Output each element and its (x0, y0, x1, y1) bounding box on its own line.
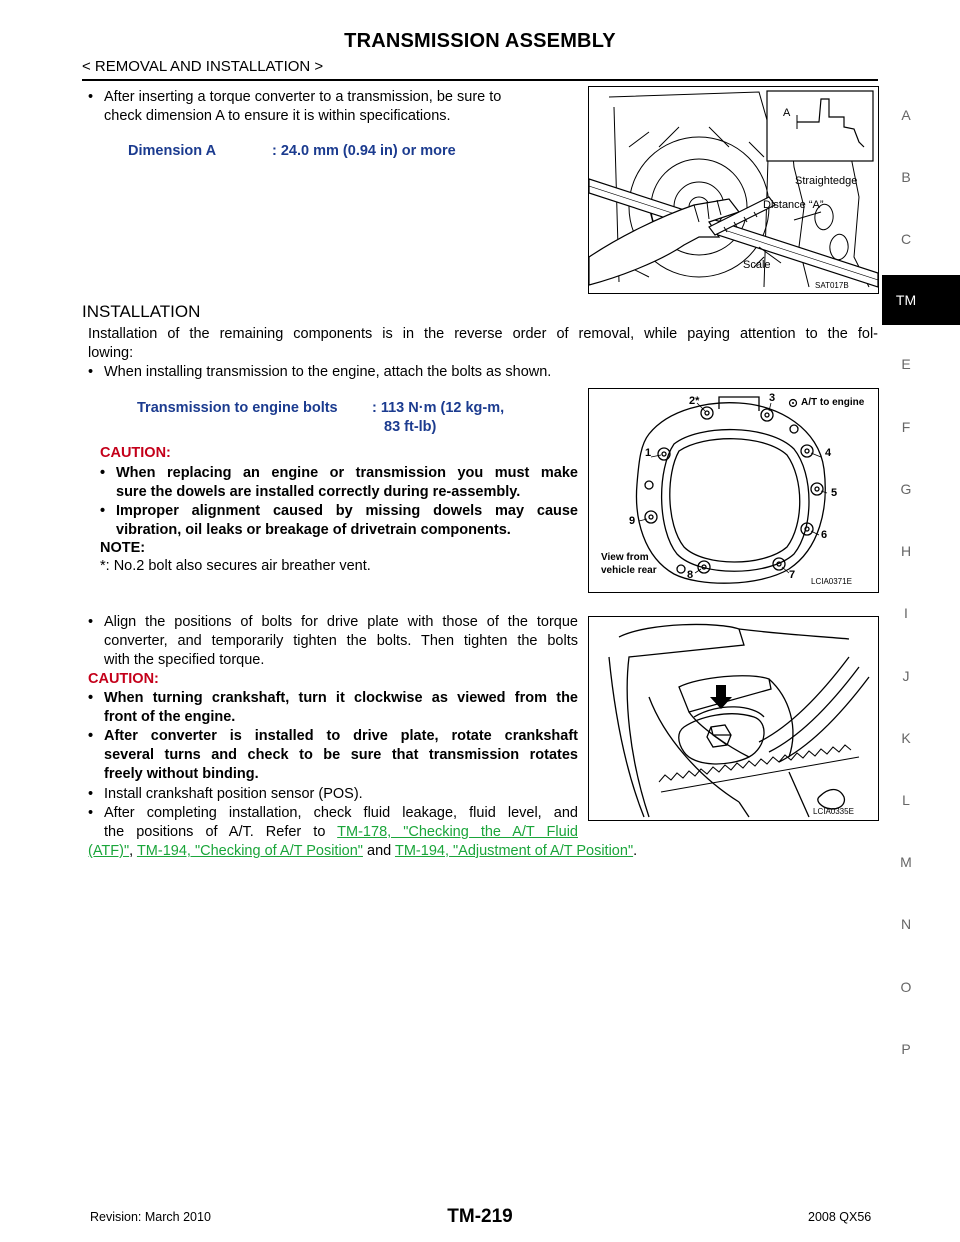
link-checking-atf-part2[interactable]: (ATF)" (88, 843, 130, 859)
bullet-marker: • (100, 503, 106, 519)
side-index-o[interactable]: O (900, 979, 912, 995)
drive-plate-line2: converter, and temporarily tighten the bolts. Then tighten the bolts (104, 633, 578, 649)
installation-heading: INSTALLATION (82, 302, 201, 321)
caution2-line2: vibration, oil leaks or breakage of drivetrain components. (116, 522, 511, 538)
drive-plate-line1: Align the positions of bolts for drive plate with those of the torque (104, 614, 578, 630)
caution1-item (100, 464, 578, 502)
page-title: TRANSMISSION ASSEMBLY (344, 30, 616, 52)
bullet-marker: • (88, 690, 94, 706)
figure1-label-scale: Scale (743, 259, 771, 271)
side-index-l[interactable]: L (902, 792, 910, 808)
caution3-line1: When turning crankshaft, turn it clockwise as viewed from the (104, 690, 578, 706)
figure-dimension-a (588, 86, 879, 294)
figure2-view-line1: View from (601, 552, 649, 563)
caution1-line2: sure the dowels are installed correctly during re-assembly. (116, 484, 521, 500)
side-index-h[interactable]: H (900, 543, 912, 559)
bolt-5-label: 5 (831, 487, 838, 499)
dimension-check-line2: check dimension A to ensure it is within specifications. (104, 108, 451, 124)
figure-drive-plate (588, 616, 879, 821)
caution1-line1: When replacing an engine or transmission you must make (116, 465, 578, 481)
caution3-line2: front of the engine. (104, 709, 236, 725)
bolt-1-label: 1 (645, 447, 652, 459)
caution-heading-1: CAUTION: (100, 445, 171, 461)
bolt-6-label: 6 (821, 529, 828, 541)
caution4-line1: After converter is installed to drive plate, rotate crankshaft (104, 728, 578, 744)
caution3-item (88, 689, 578, 727)
link-checking-at-position[interactable]: TM-194, "Checking of A/T Position" (136, 843, 363, 859)
bullet-marker: • (88, 614, 94, 630)
dimension-check-line1: After inserting a torque converter to a transmission, be sure to (104, 89, 502, 105)
completion-line3 (88, 842, 868, 861)
figure1-label-straightedge: Straightedge (795, 175, 858, 187)
side-index-i[interactable]: I (904, 605, 908, 621)
caution2-item (100, 502, 578, 540)
side-index-k[interactable]: K (901, 730, 911, 746)
side-index-b[interactable]: B (901, 169, 911, 185)
side-index-f[interactable]: F (901, 419, 911, 435)
bolt-2-label: 2* (689, 395, 700, 407)
section-label: < REMOVAL AND INSTALLATION > (82, 58, 324, 75)
revision-date: Revision: March 2010 (90, 1210, 211, 1224)
bolts-spec-value-line2: 83 ft-lb) (384, 419, 437, 435)
side-index-c[interactable]: C (900, 231, 912, 247)
figure1-label-distance: Distance “A” (763, 199, 824, 211)
bolt-4-label: 4 (825, 447, 832, 459)
side-index-j[interactable]: J (902, 668, 910, 684)
installation-intro-line2: lowing: (88, 345, 134, 361)
side-index-g[interactable]: G (900, 481, 912, 497)
side-index-a[interactable]: A (901, 107, 911, 123)
bullet-marker: • (88, 364, 94, 380)
caution4-line3: freely without binding. (104, 766, 259, 782)
bolt-3-label: 3 (769, 392, 776, 404)
side-index-tm-active[interactable]: TM (882, 275, 960, 325)
page-number: TM-219 (447, 1206, 513, 1227)
drive-plate-line3: with the specified torque. (104, 652, 265, 668)
completion-bullet (88, 804, 578, 842)
caution4-item (88, 727, 578, 784)
caution4-line2: several turns and check to be sure that transmission rotates (104, 747, 578, 763)
dimension-check-paragraph (88, 88, 578, 126)
bullet-marker: • (88, 89, 94, 105)
bolt-8-label: 8 (687, 569, 694, 581)
pos-sensor-text: Install crankshaft position sensor (POS). (104, 786, 363, 802)
note-heading: NOTE: (100, 540, 146, 556)
link-checking-atf-part1[interactable]: TM-178, "Checking the A/T Fluid (337, 824, 578, 840)
bullet-marker: • (88, 786, 94, 802)
sentence-end-period: . (633, 843, 638, 859)
completion-line1: After completing installation, check fluid leakage, fluid level, and (104, 805, 578, 821)
side-index (882, 0, 960, 1242)
side-index-e[interactable]: E (901, 356, 911, 372)
installation-intro-line1: Installation of the remaining components is in the reverse order of removal, while paying attention to the fol- (88, 326, 878, 342)
link-adjustment-at-position[interactable]: TM-194, "Adjustment of A/T Position" (394, 843, 634, 859)
bolt-7-label: 7 (789, 569, 796, 581)
caution-list-1 (100, 464, 578, 540)
header-rule (82, 79, 878, 81)
figure2-code: LCIA0371E (811, 577, 852, 586)
vehicle-model: 2008 QX56 (808, 1210, 872, 1224)
installation-bullet1 (88, 363, 788, 382)
drive-plate-bullet (88, 613, 578, 670)
side-index-m[interactable]: M (900, 854, 912, 870)
figure3-code: LCIA0335E (813, 807, 854, 816)
dimension-a-label: Dimension A (128, 143, 217, 159)
figure1-code: SAT017B (815, 281, 849, 290)
torque-converter-illustration (589, 87, 878, 293)
bolt-9-label: 9 (629, 515, 636, 527)
side-index-p[interactable]: P (901, 1041, 911, 1057)
figure2-view-line2: vehicle rear (601, 565, 657, 576)
bullet-marker: • (88, 805, 94, 821)
drive-plate-illustration (589, 617, 878, 820)
link-separator-comma: , (129, 843, 134, 859)
pos-sensor-bullet (88, 785, 578, 804)
completion-line2 (88, 823, 578, 842)
bolts-spec-label: Transmission to engine bolts (137, 400, 338, 416)
figure-bolt-pattern (588, 388, 879, 593)
caution-heading-2: CAUTION: (88, 671, 159, 687)
figure1-label-a: A (783, 107, 791, 119)
bullet-marker: • (88, 728, 94, 744)
bolts-spec-value-line1: : 113 N·m (12 kg-m, (372, 400, 505, 416)
side-index-n[interactable]: N (900, 916, 912, 932)
completion-line2-prefix: the positions of A/T. Refer to (104, 824, 326, 840)
figure2-legend: A/T to engine (801, 397, 865, 408)
installation-intro (88, 325, 878, 363)
note-text: *: No.2 bolt also secures air breather vent. (100, 558, 371, 574)
dimension-a-value: : 24.0 mm (0.94 in) or more (272, 143, 456, 159)
installation-bullet1-text: When installing transmission to the engine, attach the bolts as shown. (104, 364, 552, 380)
bullet-marker: • (100, 465, 106, 481)
caution-list-2 (88, 689, 578, 784)
caution2-line1: Improper alignment caused by missing dowels may cause (116, 503, 578, 519)
link-separator-and: and (367, 843, 392, 859)
